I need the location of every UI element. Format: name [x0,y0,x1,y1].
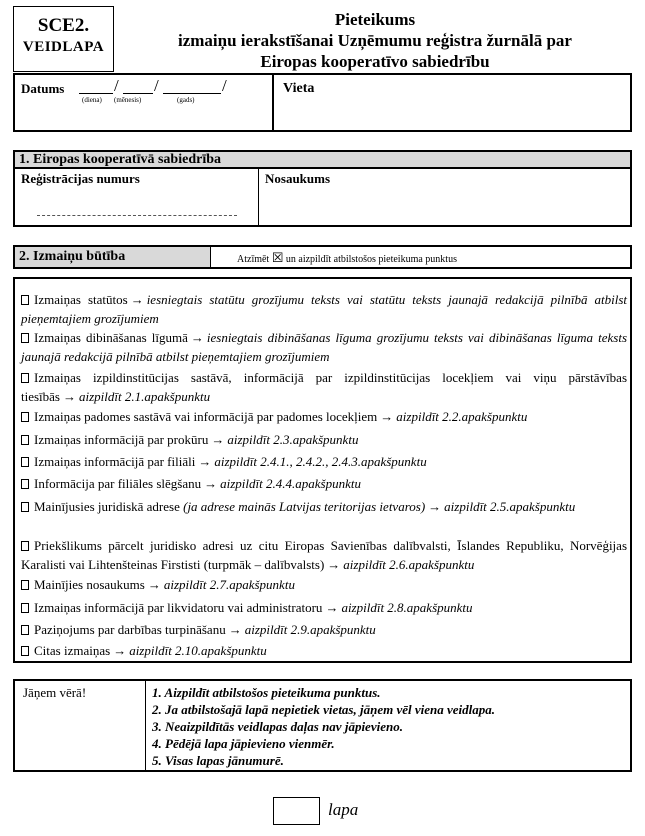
note-item: 2. Ja atbilstošajā lapā nepietiek vietas, jāņem vēl viena veidlapa. [152,702,496,717]
arrow-right-icon: → [228,622,242,637]
month-hint: (mēnesis) [114,96,142,104]
year-hint: (gads) [177,96,195,104]
section-2-instruction [237,251,457,266]
year-field[interactable] [163,93,221,94]
checkbox[interactable] [21,412,29,422]
date-slash-2: / [154,76,159,95]
section-1-body [13,168,632,227]
reg-number-label: Reģistrācijas numurs [21,171,140,186]
change-item-continuation: Paziņojums par darbības turpināšanu → aizpildīt 2.9.apakšpunktu [21,620,627,639]
notes-list [152,684,495,769]
place-field[interactable] [277,99,627,127]
section-2-header [13,245,632,269]
date-slash-1: / [114,76,119,95]
date-slash-3: / [222,76,227,95]
arrow-right-icon: → [198,454,212,469]
notes-divider [145,681,146,770]
arrow-right-icon: → [211,432,225,447]
arrow-right-icon: → [325,600,339,615]
arrow-right-icon: → [113,643,127,658]
title-line-1: Pieteikums [334,10,416,29]
change-item-liquidator: Izmaiņas informācijā par likvidatoru vai administratoru → aizpildīt 2.8.apakšpunktu [21,598,627,617]
note-item: 3. Neaizpildītās veidlapas daļas nav jāpievieno. [152,719,403,734]
reg-number-field[interactable] [37,215,237,216]
arrow-right-icon: → [63,389,76,404]
section-1-header [13,150,632,169]
day-hint: (diena) [82,96,102,104]
form-code: SCE2. [37,15,90,36]
date-place-divider [272,75,274,130]
date-label: Datums [21,81,65,96]
mark-prefix: Atzīmēt [237,254,270,265]
form-code-box [13,6,114,72]
change-item-legal-address: Mainījusies juridiskā adrese (ja adrese mainās Latvijas teritorijas ietvaros) → aizpildīt 2.5.apakšpunktu [21,497,627,516]
change-item-procuration: Izmaiņas informācijā par prokūru → aizpildīt 2.3.apakšpunktu [21,430,627,449]
notes-box [13,679,632,772]
change-item-branch: Izmaiņas informācijā par filiāli → aizpildīt 2.4.1., 2.4.2., 2.4.3.apakšpunktu [21,452,627,471]
change-item-founding-agreement: Izmaiņas dibināšanas līgumā → iesniegtais dibināšanas līguma grozījumu teksts vai dibināšanas līguma teksts jaunajā redakcijā pilnībā atbilst pieņemtajiem grozījumiem [21,330,628,364]
name-field[interactable] [265,190,625,222]
checkbox[interactable] [21,435,29,445]
place-label: Vieta [283,81,315,96]
checkbox[interactable] [21,333,29,343]
title-line-3: Eiropas kooperatīvo sabiedrību [260,52,490,71]
note-item: 5. Visas lapas jānumurē. [152,753,284,768]
date-place-box [13,73,632,132]
checkbox[interactable] [21,479,29,489]
checkbox[interactable] [21,502,29,512]
arrow-right-icon: → [190,330,204,345]
section-2-title: 2. Izmaiņu būtība [15,247,211,267]
note-item: 1. Aizpildīt atbilstošos pieteikuma punktus. [152,685,381,700]
checkbox[interactable] [21,580,29,590]
changes-list [13,277,632,663]
name-label: Nosaukums [265,171,331,186]
checkbox[interactable] [21,625,29,635]
note-item: 4. Pēdējā lapa jāpievieno vienmēr. [152,736,335,751]
change-item-address-transfer: Priekšlikums pārcelt juridisko adresi uz citu Eiropas Savienības dalībvalsti, Īslandes Republiku, Norvēģijas Karalisti vai Lihtenšteinas Firstisti (turpmāk – dalībvalsts) → aizpildīt 2.6.apakšpunktu [21,538,627,572]
title-line-2: izmaiņu ierakstīšanai Uzņēmumu reģistra žurnālā par [178,31,572,50]
checked-box-icon: ☒ [271,251,284,266]
arrow-right-icon: → [130,292,144,307]
change-item-other: Citas izmaiņas → aizpildīt 2.10.apakšpunktu [21,641,627,660]
checkbox[interactable] [21,646,29,656]
section-1-divider [258,168,259,225]
checkbox[interactable] [21,603,29,613]
section-1-title: 1. Eiropas kooperatīvā sabiedrība [19,152,221,167]
arrow-right-icon: → [327,557,341,572]
arrow-right-icon: → [428,499,442,514]
form-type: VEIDLAPA [22,39,105,55]
change-item-branch-closing: Informācija par filiāles slēgšanu → aizpildīt 2.4.4.apakšpunktu [21,474,627,493]
change-item-statutes: Izmaiņas statūtos → iesniegtais statūtu grozījumu teksts vai statūtu teksts jaunajā redakcijā pilnībā atbilst pieņemtajiem grozījumiem [21,292,627,326]
notes-label: Jāņem vērā! [23,685,87,700]
checkbox[interactable] [21,373,29,383]
change-item-executive-body: Izmaiņas izpildinstitūcijas sastāvā, informācijā par izpildinstitūcijas locekļiem vai viņu pārstāvības tiesībās → aizpildīt 2.1.apakšpunktu [21,370,627,404]
arrow-right-icon: → [147,577,161,592]
checkbox[interactable] [21,541,29,551]
page-label: lapa [328,800,359,819]
arrow-right-icon: → [380,409,394,424]
checkbox[interactable] [21,295,29,305]
day-field[interactable] [79,93,113,94]
month-field[interactable] [123,93,153,94]
arrow-right-icon: → [204,476,218,491]
page-number-field[interactable] [273,797,320,825]
mark-suffix: un aizpildīt atbilstošos pieteikuma punktus [285,254,457,265]
change-item-council: Izmaiņas padomes sastāvā vai informācijā par padomes locekļiem → aizpildīt 2.2.apakšpunktu [21,407,627,426]
change-item-name: Mainījies nosaukums → aizpildīt 2.7.apakšpunktu [21,575,627,594]
page-title [120,9,630,72]
checkbox[interactable] [21,457,29,467]
